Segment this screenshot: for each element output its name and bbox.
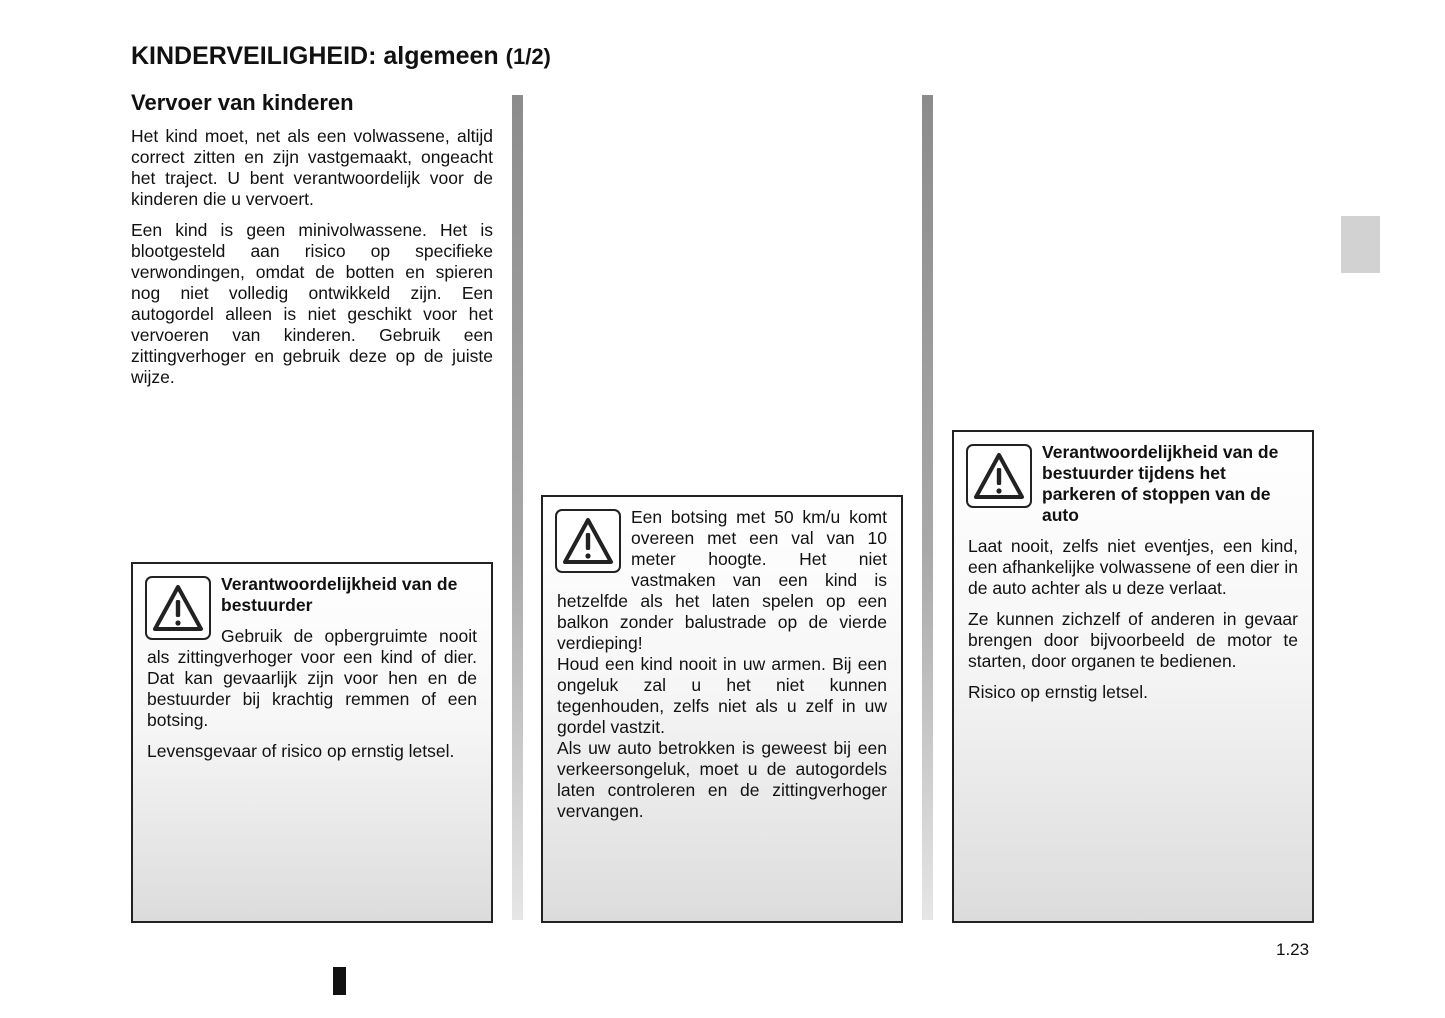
- warning-paragraph: Laat nooit, zelfs niet eventjes, een kind, een afhankelijke volwassene of een dier in de auto achter als u deze verlaat.: [968, 536, 1298, 598]
- warning-paragraph: Gebruik de opbergruimte nooit als zittingverhoger voor een kind of dier. Dat kan gevaarlijk zijn voor hen en de bestuurder bij krachtig remmen of een botsing.: [147, 626, 477, 730]
- warning-box-parking: [952, 430, 1314, 923]
- page-title-suffix: (1/2): [505, 44, 551, 69]
- column-divider: [512, 95, 523, 920]
- warning-heading: Verantwoordelijkheid van de bestuurder: [221, 574, 458, 615]
- warning-paragraph: Houd een kind nooit in uw armen. Bij een ongeluk zal u het niet kunnen tegenhouden, zelfs niet als u zelf in uw gordel vastzit.: [557, 654, 887, 737]
- warning-box-driver-responsibility: [131, 562, 493, 923]
- page-edge-marker: [333, 967, 346, 995]
- intro-paragraph-2: Een kind is geen minivolwassene. Het is blootgesteld aan risico op specifieke verwondingen, omdat de botten en spieren nog niet volledig ontwikkeld zijn. Een autogordel alleen is niet geschikt voor het vervoeren van kinderen. Gebruik een zittingverhoger en gebruik deze op de juiste wijze.: [131, 220, 493, 387]
- warning-paragraph: Risico op ernstig letsel.: [968, 682, 1148, 702]
- warning-heading: Verantwoordelijkheid van de bestuurder tijdens het parkeren of stoppen van de auto: [1042, 442, 1279, 525]
- page-title-main: KINDERVEILIGHEID: algemeen: [131, 42, 499, 70]
- column-divider: [922, 95, 933, 920]
- warning-triangle-icon: [145, 576, 211, 640]
- warning-paragraph: Een botsing met 50 km/u komt overeen met een val van 10 meter hoogte. Het niet vastmaken van een kind is hetzelfde als het laten spelen op een balkon zonder balustrade op de vierde verdieping!: [557, 507, 887, 653]
- page-number: 1.23: [1276, 940, 1310, 959]
- warning-paragraph: Als uw auto betrokken is geweest bij een verkeersongeluk, moet u de autogordels laten controleren en de zittingverhoger vervangen.: [557, 738, 887, 821]
- warning-box-collision: [541, 495, 903, 923]
- warning-paragraph: Ze kunnen zichzelf of anderen in gevaar brengen door bijvoorbeeld de motor te starten, door organen te bedienen.: [968, 609, 1298, 671]
- section-heading: Vervoer van kinderen: [131, 90, 354, 115]
- chapter-tab-marker: [1341, 216, 1380, 273]
- warning-paragraph: Levensgevaar of risico op ernstig letsel.: [147, 741, 455, 761]
- intro-paragraph-1: Het kind moet, net als een volwassene, altijd correct zitten en zijn vastgemaakt, ongeacht het traject. U bent verantwoordelijk voor de kinderen die u vervoert.: [131, 126, 493, 209]
- page-title: [131, 42, 551, 71]
- warning-triangle-icon: [966, 444, 1032, 508]
- warning-triangle-icon: [555, 509, 621, 573]
